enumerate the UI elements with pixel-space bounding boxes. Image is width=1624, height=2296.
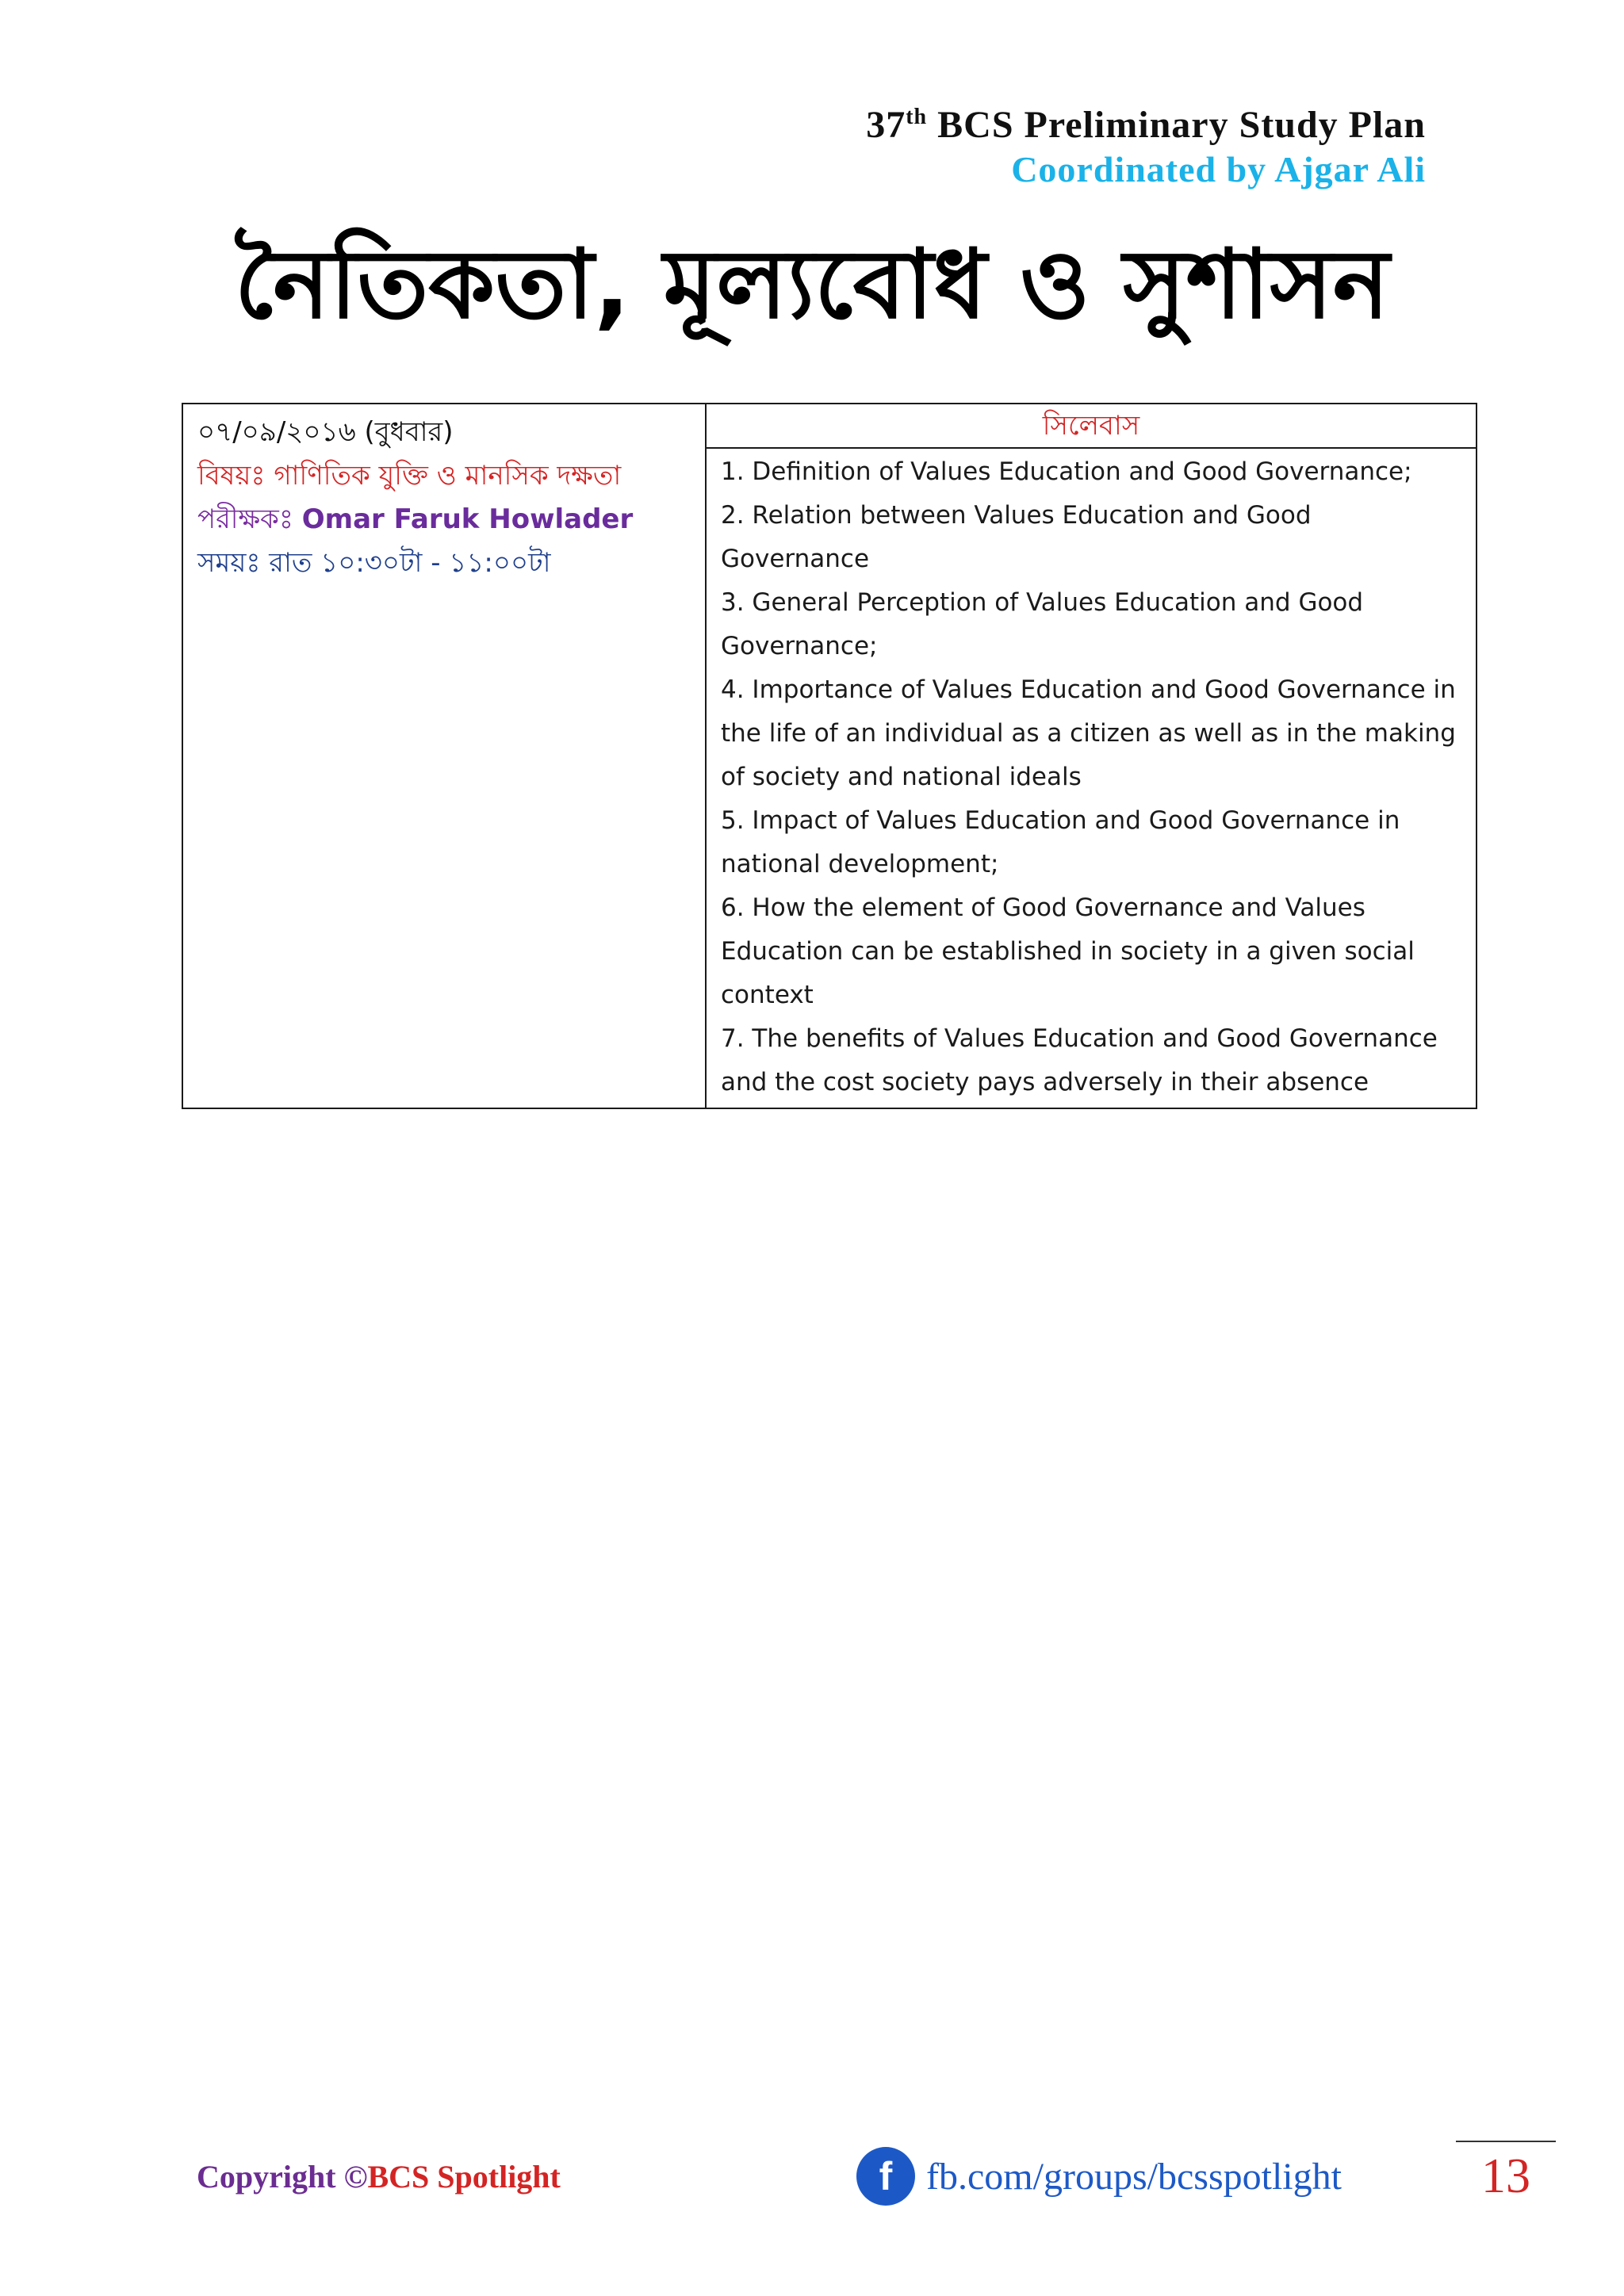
facebook-group-url[interactable]: fb.com/groups/bcsspotlight — [926, 2155, 1342, 2198]
examiner-label: পরীক্ষকঃ — [197, 503, 302, 535]
plan-number: 37 — [866, 104, 906, 146]
exam-subject: বিষয়ঃ গাণিতিক যুক্তি ও মানসিক দক্ষতা — [197, 460, 622, 492]
examiner-line — [197, 498, 691, 541]
facebook-link[interactable] — [856, 2147, 1342, 2206]
facebook-icon: f — [856, 2147, 915, 2206]
page-number: 13 — [1456, 2141, 1556, 2205]
plan-name: BCS Preliminary Study Plan — [927, 104, 1426, 146]
syllabus-item: 6. How the element of Good Governance and Values Education can be established in society in a given social context — [721, 894, 1415, 1009]
exam-details-cell — [182, 404, 706, 1108]
syllabus-header-cell — [706, 404, 1477, 1108]
exam-date: ০৭/০৯/২০১৬ (বুধবার) — [197, 416, 454, 448]
copyright-prefix: Copyright © — [197, 2159, 368, 2195]
plan-ordinal: th — [906, 105, 928, 129]
study-plan-title — [866, 95, 1426, 147]
copyright-notice — [197, 2158, 561, 2195]
syllabus-item: 5. Impact of Values Education and Good Governance in national development; — [721, 806, 1400, 878]
coordinator-line: Coordinated by Ajgar Ali — [1011, 149, 1426, 189]
examiner-name: Omar Faruk Howlader — [301, 503, 634, 535]
syllabus-heading: সিলেবাস — [707, 404, 1476, 449]
syllabus-list — [707, 449, 1476, 1108]
syllabus-item: 7. The benefits of Values Education and Good Governance and the cost society pays adversely in their absence — [721, 1024, 1438, 1096]
document-title: নৈতিকতা, মূল্যবোধ ও সুশাসন — [234, 230, 1390, 340]
syllabus-item: 2. Relation between Values Education and Good Governance — [721, 501, 1312, 573]
syllabus-item: 1. Definition of Values Education and Good Governance; — [721, 457, 1412, 486]
copyright-brand: BCS Spotlight — [367, 2159, 561, 2195]
exam-time: সময়ঃ রাত ১০:৩০টা - ১১:০০টা — [197, 547, 551, 579]
syllabus-table — [182, 403, 1477, 1109]
syllabus-item: 4. Importance of Values Education and Good Governance in the life of an individual as a citizen as well as in the making of society and national ideals — [721, 675, 1456, 791]
syllabus-item: 3. General Perception of Values Education and Good Governance; — [721, 588, 1364, 660]
page-header — [866, 95, 1426, 192]
